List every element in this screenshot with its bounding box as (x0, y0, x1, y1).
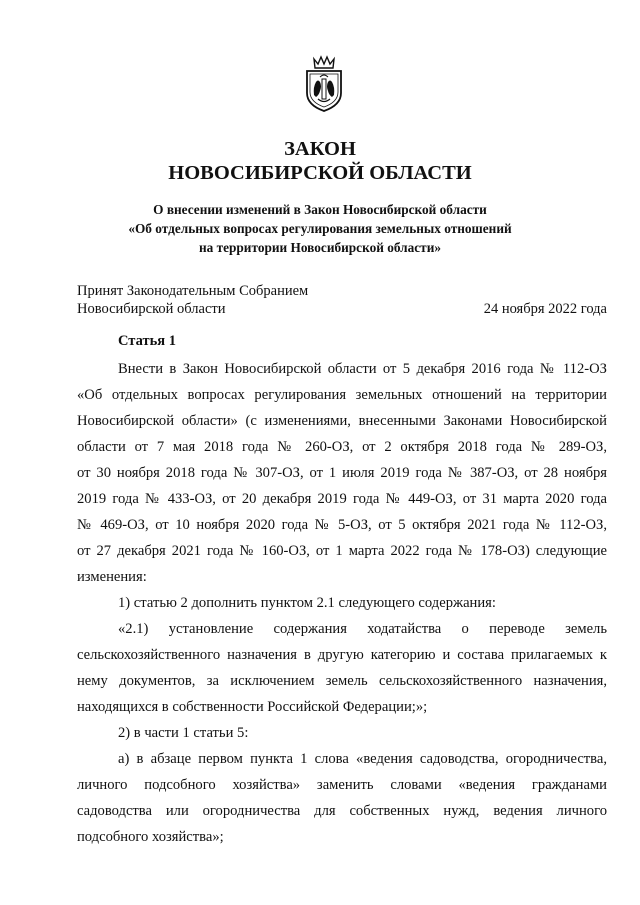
law-title-line2: НОВОСИБИРСКОЙ ОБЛАСТИ (168, 162, 472, 184)
body-line: «Об отдельных вопросах регулирования земельных отношений на территории (77, 387, 607, 403)
body-line: садоводства или огородничества для собственных нужд, ведения личного (77, 803, 607, 819)
subtitle-line: «Об отдельных вопросах регулирования земельных отношений (128, 221, 512, 236)
body-line: № 469-ОЗ, от 10 ноября 2020 года № 5-ОЗ, от 5 октября 2021 года № 112-ОЗ, (77, 517, 607, 533)
adoption-body-line2: Новосибирской области (77, 301, 226, 317)
subtitle-line: на территории Новосибирской области» (198, 240, 442, 255)
article-heading: Статья 1 (118, 333, 176, 349)
body-line: от 27 декабря 2021 года № 160-ОЗ, от 1 марта 2022 года № 178-ОЗ) следующие (77, 543, 607, 559)
body-line: 2019 года № 433-ОЗ, от 20 декабря 2019 года № 449-ОЗ, от 31 марта 2020 года (77, 491, 607, 507)
coat-of-arms-icon (302, 55, 346, 113)
body-line: подсобного хозяйства»; (77, 829, 224, 845)
subtitle-line: О внесении изменений в Закон Новосибирской области (153, 202, 487, 217)
body-line: сельскохозяйственного назначения в другую категорию и состава прилагаемых к (77, 647, 607, 663)
body-line: личного подсобного хозяйства» заменить словами «ведения гражданами (77, 777, 607, 793)
body-line: нему документов, за исключением земель сельскохозяйственного назначения, (77, 673, 607, 689)
body-line: Внести в Закон Новосибирской области от 5 декабря 2016 года № 112-ОЗ (118, 361, 607, 377)
body-line: Новосибирской области» (с изменениями, внесенными Законами Новосибирской (77, 413, 607, 429)
body-line: а) в абзаце первом пункта 1 слова «ведения садоводства, огородничества, (118, 751, 607, 767)
law-title-line1: ЗАКОН (284, 138, 356, 160)
body-line: 2) в части 1 статьи 5: (118, 725, 249, 741)
body-line: от 30 ноября 2018 года № 307-ОЗ, от 1 июля 2019 года № 387-ОЗ, от 28 ноября (77, 465, 607, 481)
adoption-date: 24 ноября 2022 года (483, 301, 607, 317)
body-line: находящихся в собственности Российской Федерации;»; (77, 699, 428, 715)
body-line: изменения: (77, 569, 147, 585)
body-line: области от 7 мая 2018 года № 260-ОЗ, от 2 октября 2018 года № 289-ОЗ, (77, 439, 607, 455)
adoption-body-line1: Принят Законодательным Собранием (77, 283, 309, 299)
body-line: «2.1) установление содержания ходатайства о переводе земель (118, 621, 607, 637)
body-line: 1) статью 2 дополнить пунктом 2.1 следующего содержания: (118, 595, 496, 611)
